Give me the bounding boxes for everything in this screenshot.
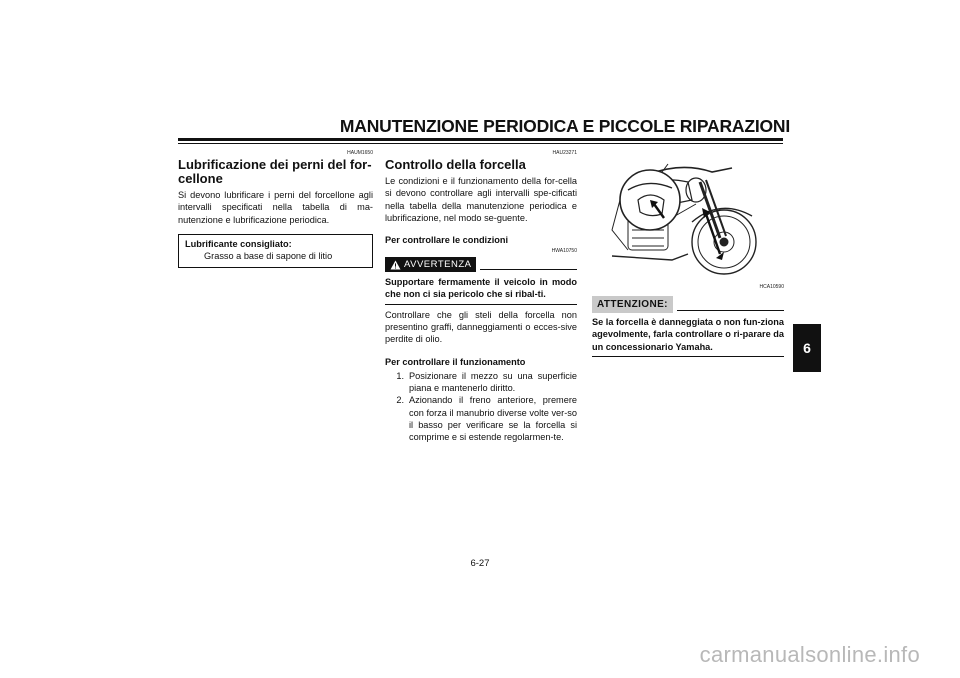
left-column: [178, 150, 373, 268]
ref-code: HAU23271: [552, 150, 577, 156]
title-rule-thin: [178, 143, 783, 144]
warning-badge: [385, 257, 476, 272]
spec-value: Grasso a base di sapone di litio: [204, 250, 333, 261]
caution-block: [592, 314, 784, 361]
ref-code: HAUM1650: [347, 150, 373, 156]
step-number: 1.: [396, 370, 404, 381]
figure-ref-code: HCA10590: [759, 284, 784, 290]
body-text: Controllare che gli steli della forcella non presentino graffi, danneggiamenti o ecces-sive perdite di olio.: [385, 309, 577, 345]
caution-end-rule: [592, 356, 784, 357]
caution-rule: [677, 310, 784, 311]
motorcycle-fork-illustration: [592, 160, 784, 280]
warning-ref-code: HWA10750: [551, 248, 577, 255]
caution-badge: ATTENZIONE:: [592, 296, 673, 313]
warning-header: [385, 257, 577, 272]
step-text: Azionando il freno anteriore, premere con forza il manubrio diverse volte ver-so il basso per verificare se la forcella si comprime e si estende regolarmen-te.: [409, 395, 577, 443]
subheading-condition: Per controllare le condizioni: [385, 235, 509, 246]
title-rule: [178, 138, 783, 141]
chapter-tab[interactable]: 6: [793, 324, 821, 372]
spec-box: [178, 234, 373, 268]
page-title: MANUTENZIONE PERIODICA E PICCOLE RIPARAZIONI: [339, 116, 790, 136]
list-item: [385, 394, 577, 443]
list-item: [385, 370, 577, 395]
steps-list: [385, 370, 577, 444]
warning-rule: [480, 269, 577, 270]
warning-label: AVVERTENZA: [404, 259, 472, 271]
body-text: Le condizioni e il funzionamento della for-cella si devono controllare agli intervalli spe-cificati nella tabella della manutenzione periodica e lubrificazione, nel modo se-guente.: [385, 176, 577, 223]
middle-column: [385, 150, 577, 443]
watermark: carmanualsonline.info: [699, 642, 920, 667]
section-heading-fork: Controllo della forcella: [385, 157, 526, 172]
warning-end-rule: [385, 304, 577, 305]
section-heading-swingarm: Lubrificazione dei perni del for-cellone: [178, 157, 372, 186]
subheading-function: Per controllare il funzionamento: [385, 356, 526, 367]
spec-label: Lubrificante consigliato:: [185, 238, 292, 249]
step-text: Posizionare il mezzo su una superficie piana e mantenerlo diritto.: [409, 370, 577, 393]
caution-text: Se la forcella è danneggiata o non fun-ziona agevolmente, farla controllare o ri-parare da un concessionario Yamaha.: [592, 317, 784, 352]
warning-text: Supportare fermamente il veicolo in modo che non ci sia pericolo che si ribal-ti.: [385, 277, 577, 300]
warning-triangle-icon: [390, 260, 401, 270]
page-number: 6-27: [470, 558, 490, 569]
caution-header: [592, 296, 784, 313]
step-number: 2.: [396, 395, 404, 406]
body-text: Si devono lubrificare i perni del forcellone agli intervalli specificati nella tabella di ma-nutenzione e lubrificazione periodica.: [178, 190, 373, 225]
